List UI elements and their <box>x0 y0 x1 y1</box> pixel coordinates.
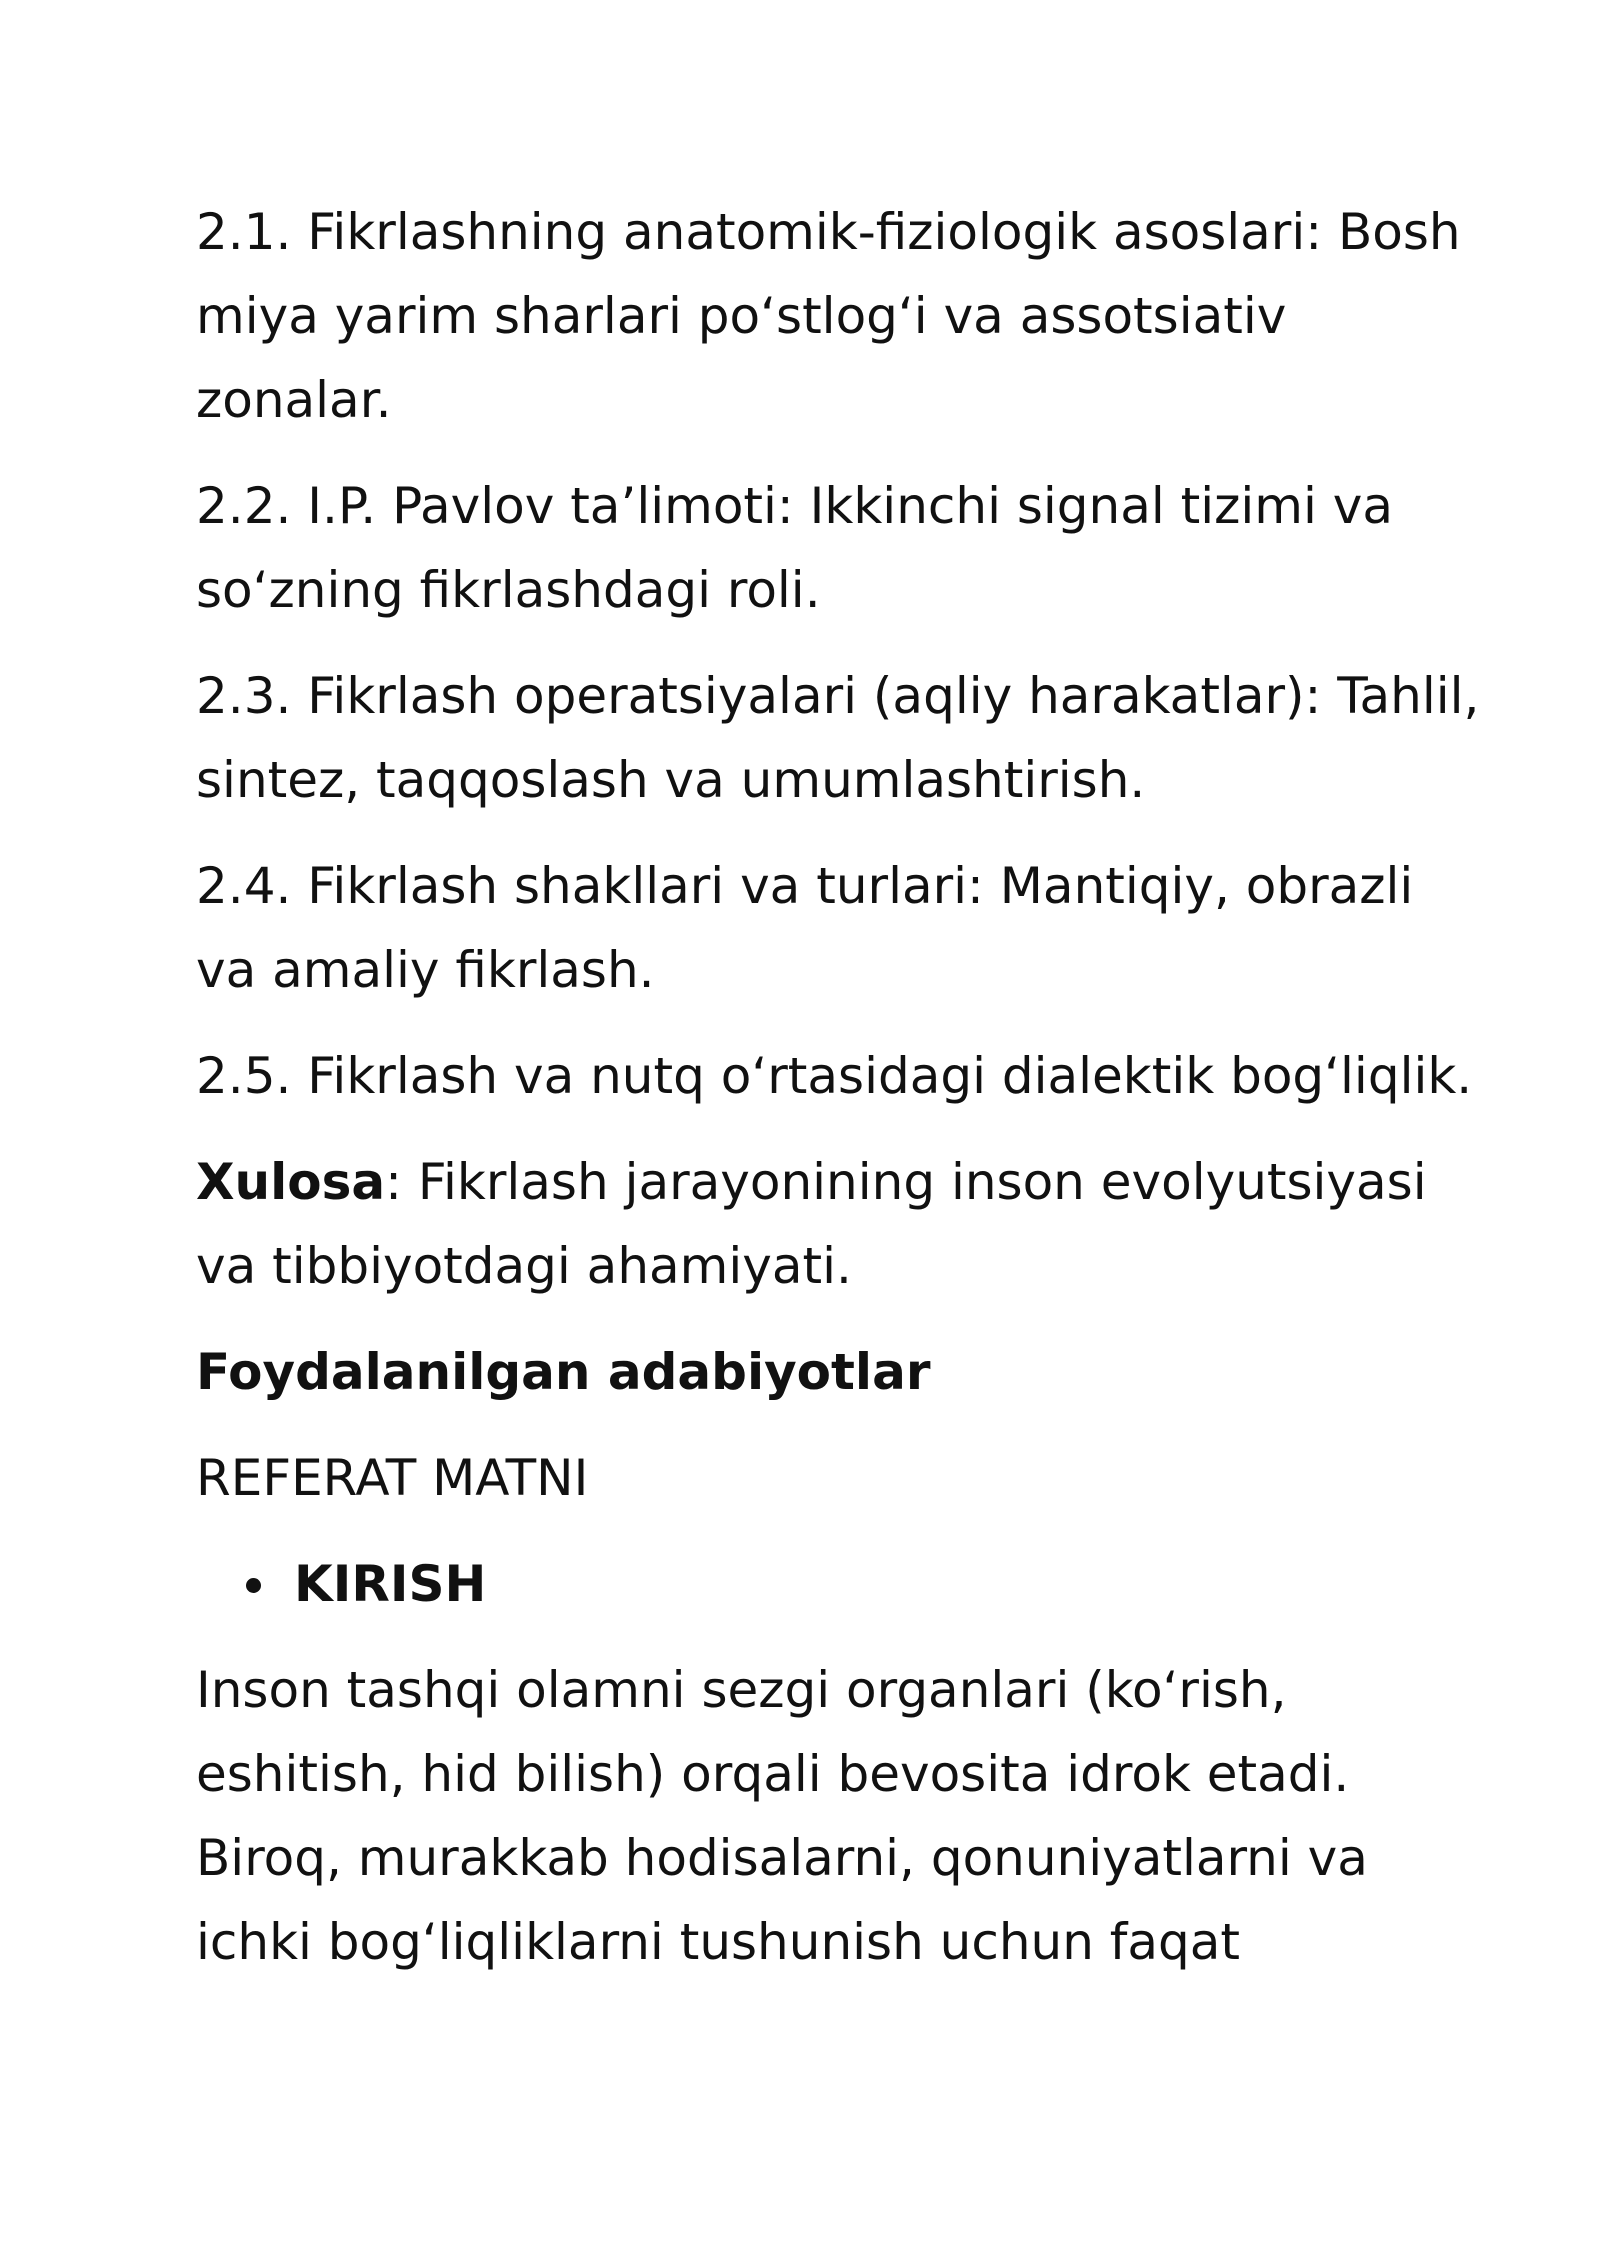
bullet-icon <box>246 1578 261 1593</box>
referat-title: REFERAT MATNI <box>196 1449 589 1507</box>
section-2-5: 2.5. Fikrlash va nutq o‘rtasidagi dialektik bog‘liqlik. <box>196 1047 1473 1105</box>
conclusion-paragraph <box>196 1140 1486 1308</box>
intro-bullet-list <box>196 1542 1486 1626</box>
conclusion-label: Xulosa <box>196 1153 386 1211</box>
references-heading: Foydalanilgan adabiyotlar <box>196 1343 931 1401</box>
section-2-1: 2.1. Fikrlashning anatomik-fiziologik asoslari: Bosh miya yarim sharlari po‘stlog‘i va assotsiativ zonalar. <box>196 203 1461 429</box>
section-2-2: 2.2. I.P. Pavlov ta’limoti: Ikkinchi signal tizimi va so‘zning fikrlashdagi roli. <box>196 477 1393 619</box>
intro-bullet-label: KIRISH <box>294 1555 487 1613</box>
section-2-3: 2.3. Fikrlash operatsiyalari (aqliy harakatlar): Tahlil, sintez, taqqoslash va umumlashtirish. <box>196 667 1480 809</box>
intro-paragraph: Inson tashqi olamni sezgi organlari (ko‘rish, eshitish, hid bilish) orqali bevosita idrok etadi. Biroq, murakkab hodisalarni, qonuniyatlarni va ichki bog‘liqliklarni tushunish uchun faqat <box>196 1661 1368 1971</box>
list-item <box>196 1542 1486 1626</box>
section-2-4: 2.4. Fikrlash shakllari va turlari: Mantiqiy, obrazli va amaliy fikrlash. <box>196 857 1414 999</box>
conclusion-text: : Fikrlash jarayonining inson evolyutsiyasi va tibbiyotdagi ahamiyati. <box>196 1153 1427 1295</box>
document-page <box>196 190 1486 2006</box>
